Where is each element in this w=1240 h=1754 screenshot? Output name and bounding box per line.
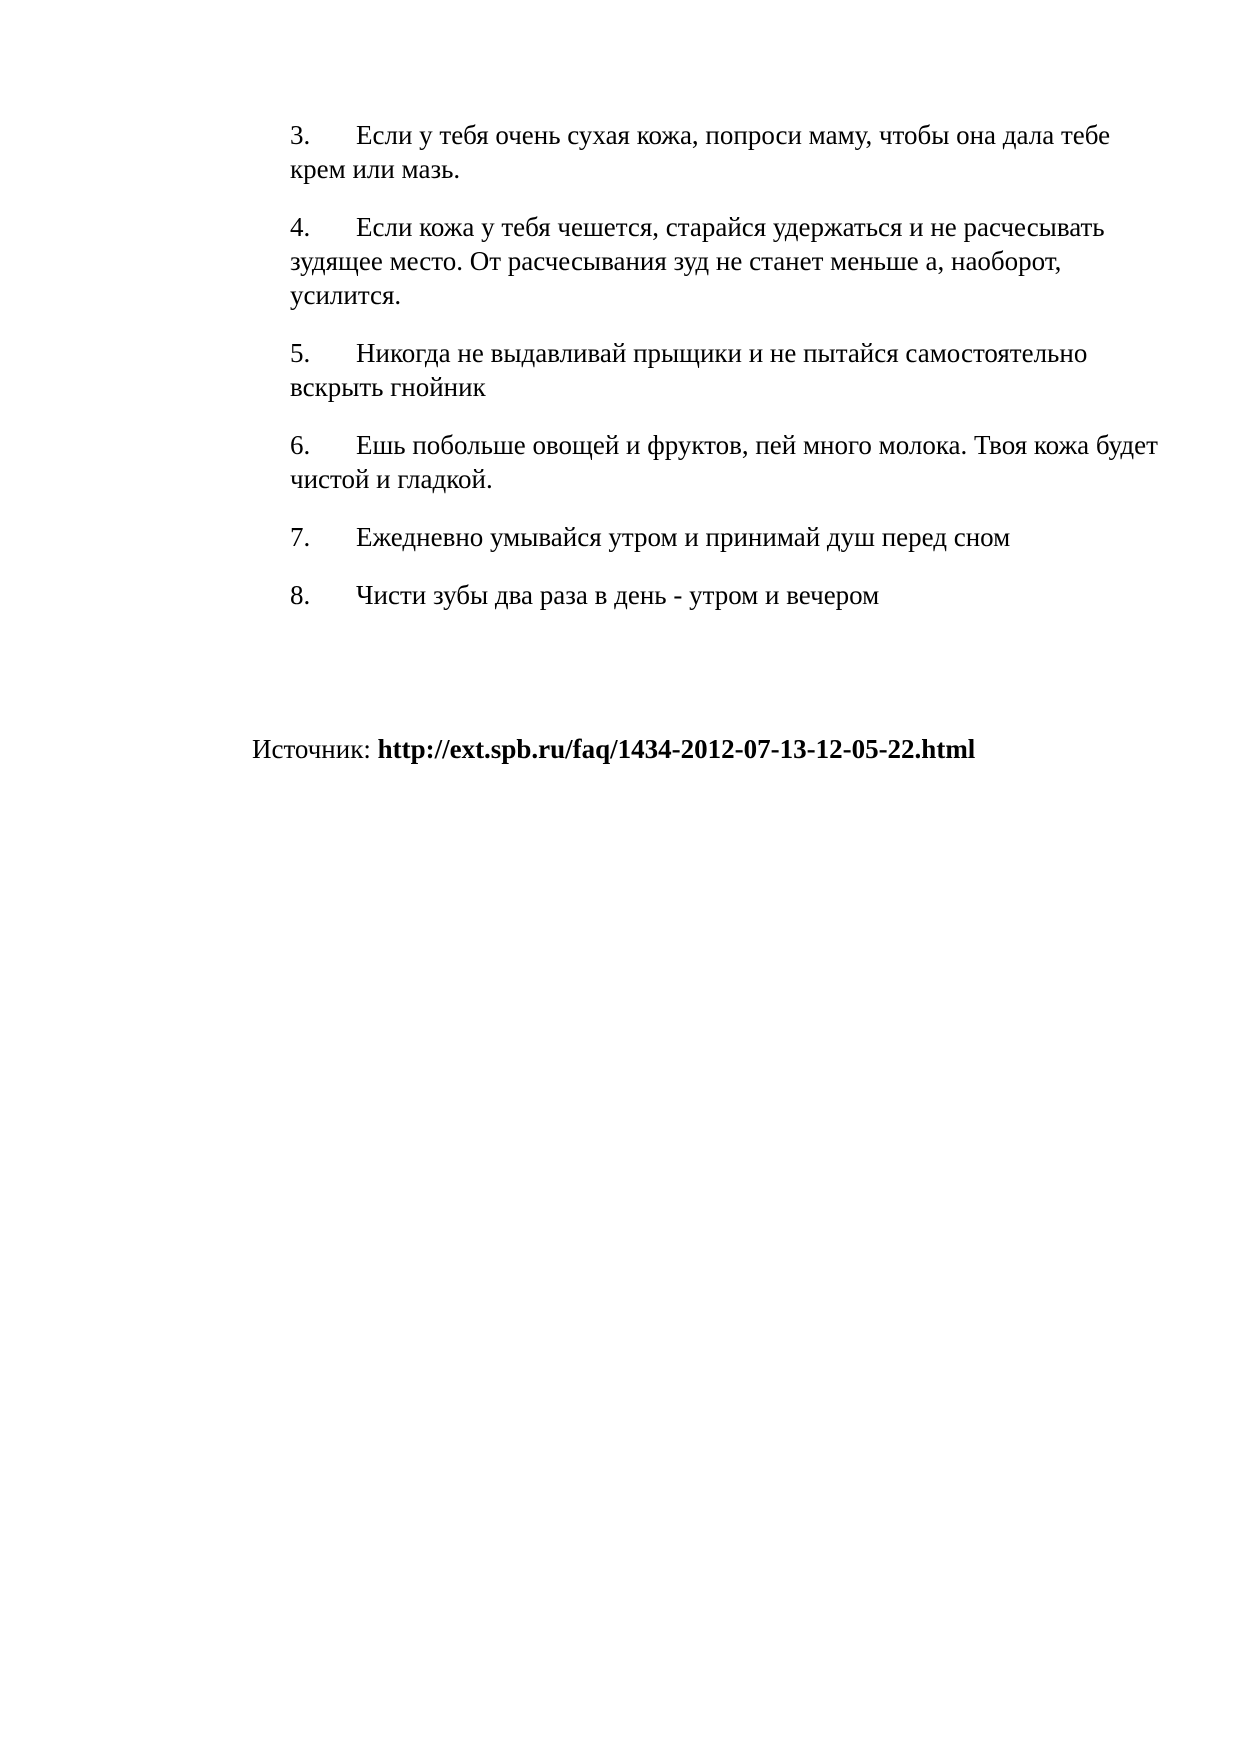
list-item-number: 7. — [290, 522, 311, 552]
list-item-text: Если у тебя очень сухая кожа, попроси маму, чтобы она дала тебе крем или мазь. — [290, 120, 1111, 184]
list-item-number: 3. — [290, 120, 311, 150]
list-item-text: Ежедневно умывайся утром и принимай душ перед сном — [356, 522, 1011, 552]
list-item-text: Если кожа у тебя чешется, старайся удержаться и не расчесывать зудящее место. От расчесывания зуд не станет меньше а, наоборот, усилится. — [290, 212, 1105, 310]
list-item-number: 4. — [290, 212, 311, 242]
list-item-text: Чисти зубы два раза в день - утром и вечером — [356, 580, 880, 610]
list-item-text: Ешь побольше овощей и фруктов, пей много молока. Твоя кожа будет чистой и гладкой. — [290, 430, 1158, 494]
source-line — [252, 732, 975, 766]
list-item-text: Никогда не выдавливай прыщики и не пытайся самостоятельно вскрыть гнойник — [290, 338, 1088, 402]
source-label: Источник: — [252, 734, 378, 764]
list-item-number: 8. — [290, 580, 311, 610]
list-item — [290, 210, 1170, 312]
list-item — [290, 520, 1170, 554]
list-item — [290, 578, 1170, 612]
list-item — [290, 336, 1170, 404]
advice-list — [290, 118, 1170, 636]
list-item-number: 6. — [290, 430, 311, 460]
source-url-link[interactable]: http://ext.spb.ru/faq/1434-2012-07-13-12-05-22.html — [377, 734, 976, 764]
list-item-number: 5. — [290, 338, 311, 368]
list-item — [290, 428, 1170, 496]
list-item — [290, 118, 1170, 186]
